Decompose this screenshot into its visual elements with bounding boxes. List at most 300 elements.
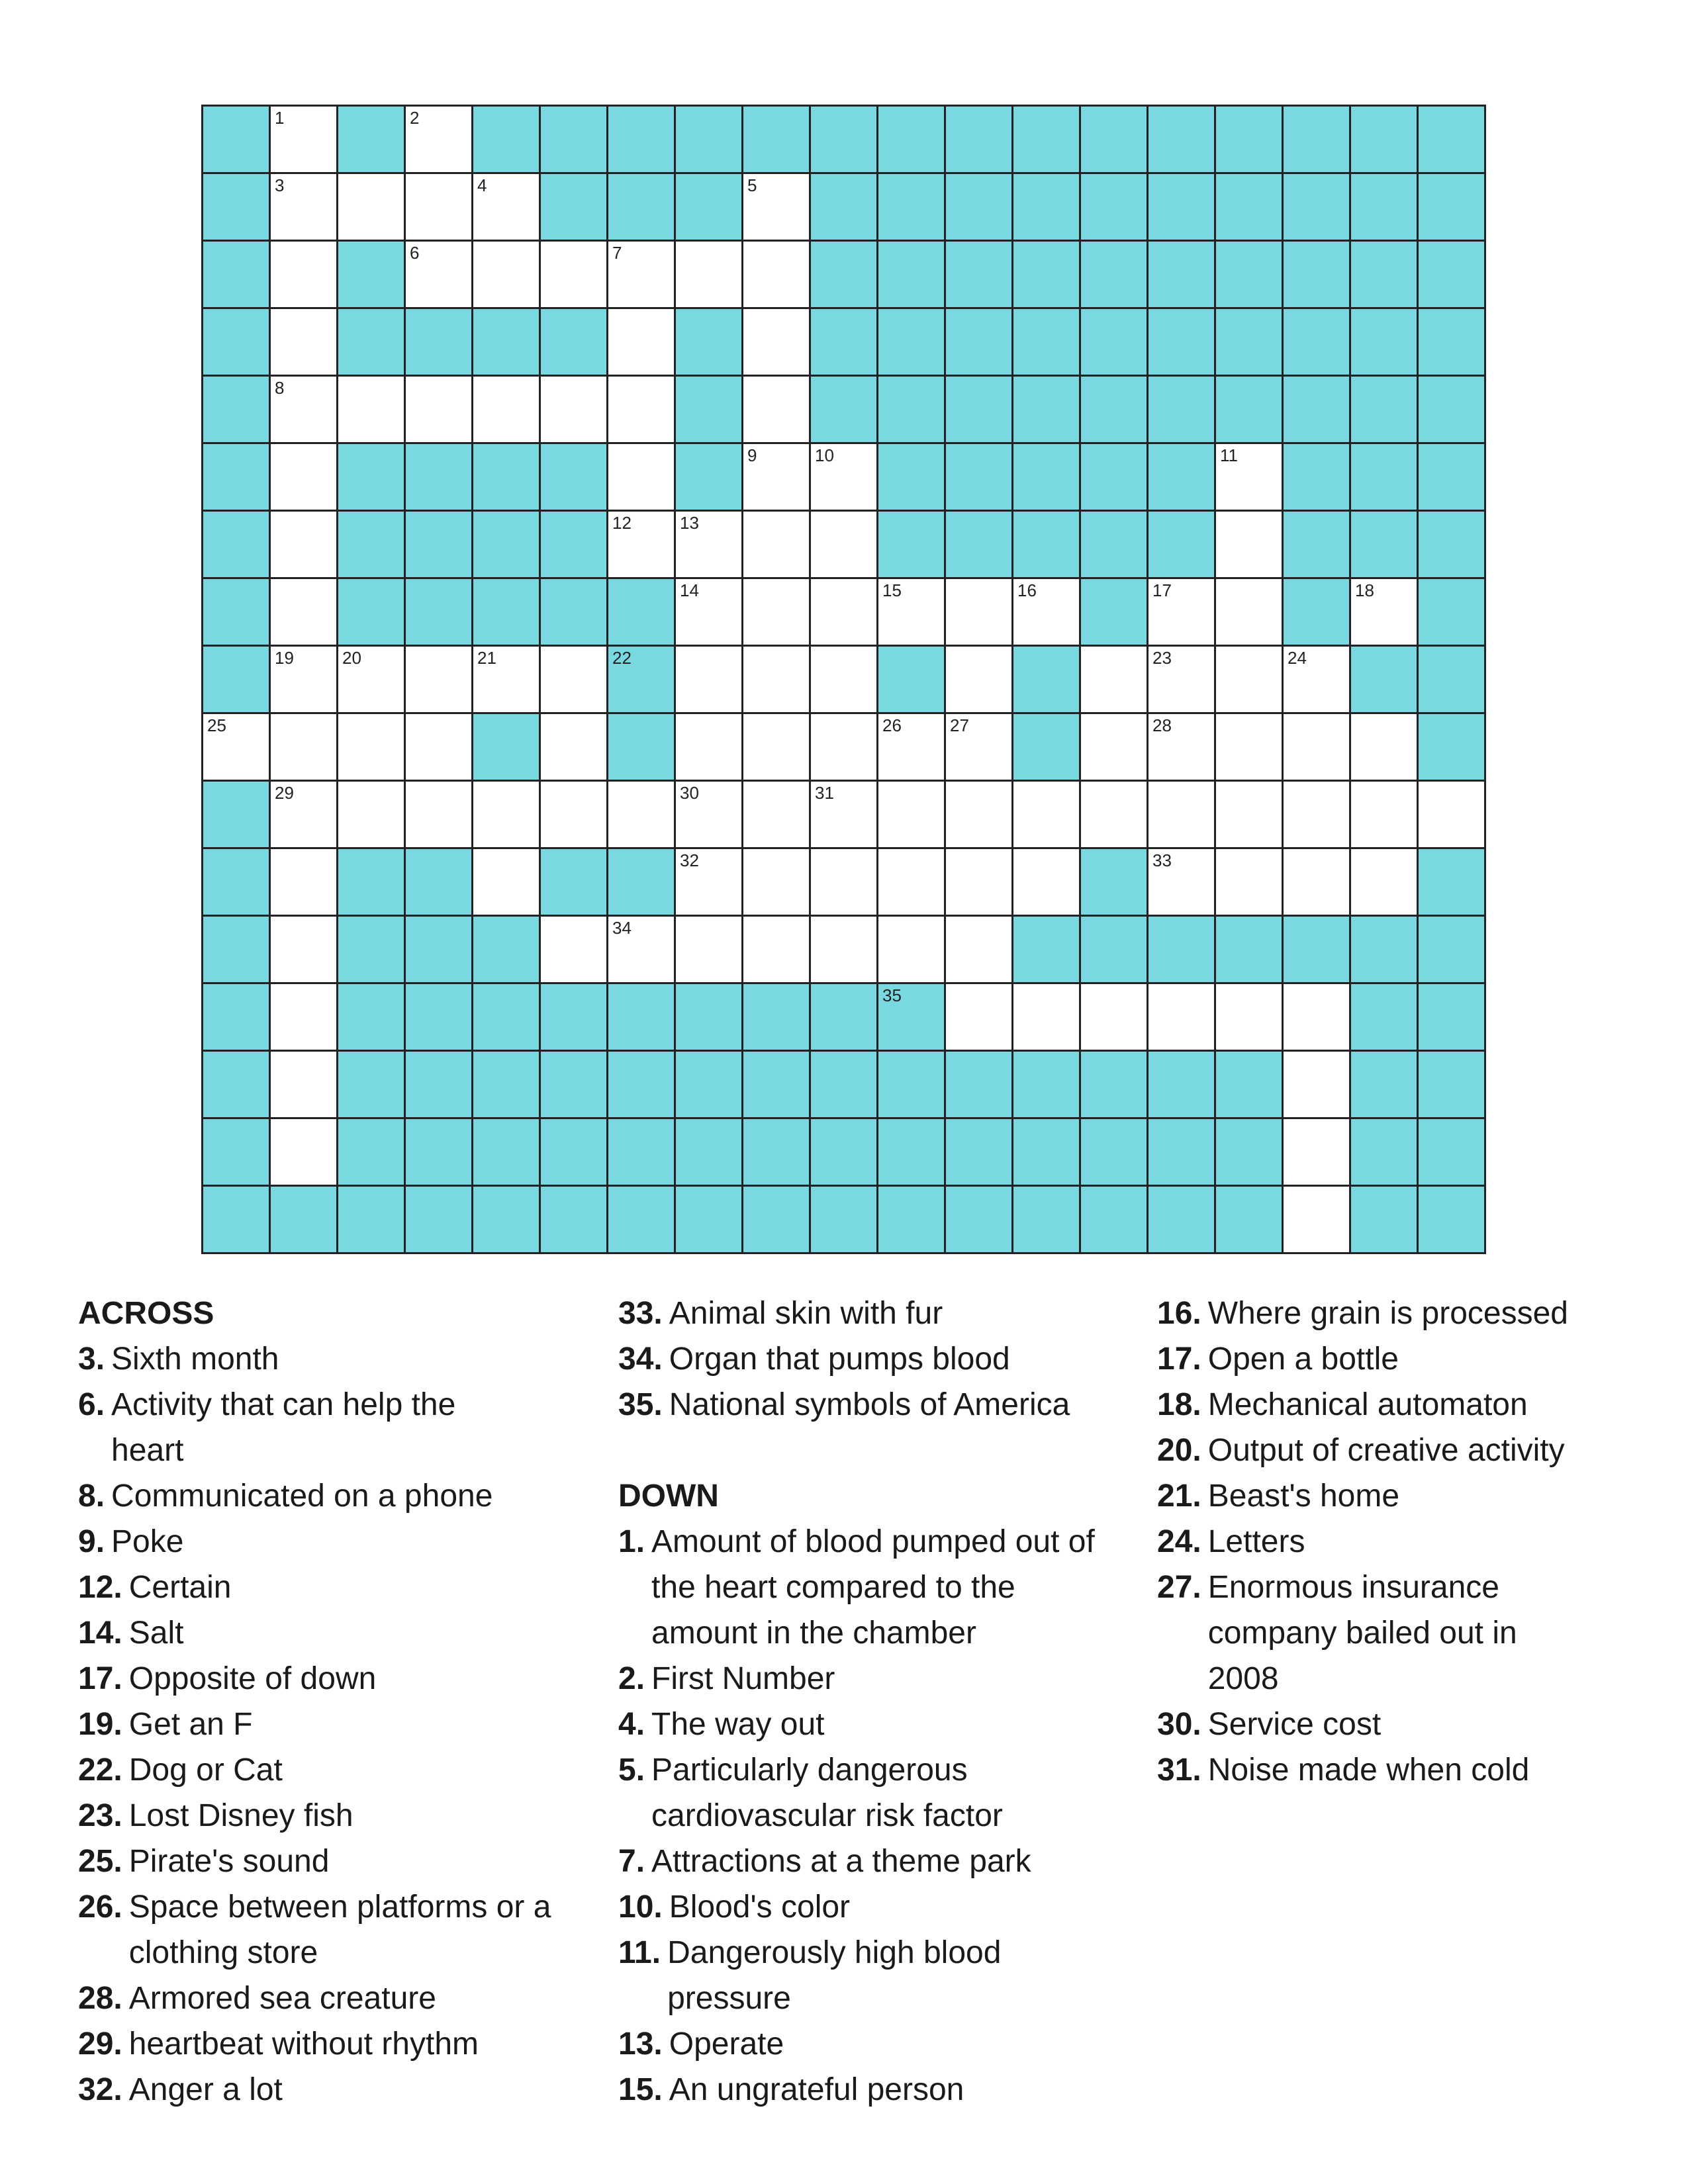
grid-cell-block xyxy=(1216,309,1284,377)
grid-cell-open[interactable] xyxy=(946,714,1013,782)
grid-cell-open[interactable] xyxy=(271,377,338,444)
grid-cell-block xyxy=(878,377,946,444)
grid-cell-block xyxy=(1284,579,1351,647)
grid-cell-block xyxy=(541,984,608,1052)
grid-cell-open[interactable] xyxy=(811,444,878,512)
clue-across-34 xyxy=(618,1336,1135,1382)
clue-number: 25. xyxy=(78,1844,122,1879)
grid-cell-block xyxy=(676,377,743,444)
grid-cell-block xyxy=(203,377,271,444)
grid-cell-block xyxy=(1149,1187,1216,1254)
grid-cell-open[interactable] xyxy=(1216,714,1284,782)
grid-cell-open[interactable] xyxy=(406,242,473,309)
grid-cell-block xyxy=(1284,917,1351,984)
cell-number: 23 xyxy=(1152,648,1172,668)
grid-cell-block xyxy=(1216,1187,1284,1254)
grid-cell-block xyxy=(743,107,811,174)
grid-cell-block xyxy=(608,1119,676,1187)
clue-number: 24. xyxy=(1157,1524,1201,1559)
grid-cell-open[interactable] xyxy=(608,377,676,444)
grid-cell-open[interactable] xyxy=(1284,1119,1351,1187)
clue-number: 28. xyxy=(78,1981,122,2016)
clue-across-35 xyxy=(618,1382,1135,1428)
cell-number: 13 xyxy=(680,513,699,533)
grid-cell-block xyxy=(1216,1052,1284,1119)
clue-number: 2. xyxy=(618,1661,645,1696)
grid-cell-block xyxy=(338,512,406,579)
grid-cell-open[interactable] xyxy=(743,174,811,242)
grid-cell-open[interactable] xyxy=(1081,984,1149,1052)
grid-cell-block xyxy=(1419,309,1486,377)
clue-number: 16. xyxy=(1157,1296,1201,1331)
grid-cell-open[interactable] xyxy=(1149,579,1216,647)
grid-cell-open[interactable] xyxy=(406,377,473,444)
grid-cell-block xyxy=(676,1119,743,1187)
grid-cell-open[interactable] xyxy=(271,984,338,1052)
clue-number: 1. xyxy=(618,1524,645,1559)
grid-cell-block xyxy=(743,1119,811,1187)
grid-cell-open[interactable] xyxy=(338,377,406,444)
clue-down-4 xyxy=(618,1702,1135,1747)
grid-cell-block xyxy=(1013,1187,1081,1254)
grid-cell-open[interactable] xyxy=(406,647,473,714)
clue-number: 8. xyxy=(78,1479,105,1514)
clue-text: The way out xyxy=(651,1707,825,1742)
grid-cell-block xyxy=(878,647,946,714)
grid-cell-block xyxy=(608,1187,676,1254)
across-heading: ACROSS xyxy=(78,1296,214,1331)
grid-cell-open[interactable] xyxy=(271,512,338,579)
grid-cell-block xyxy=(743,1052,811,1119)
cell-number: 25 xyxy=(207,715,226,735)
grid-cell-open[interactable] xyxy=(743,714,811,782)
clue-number: 9. xyxy=(78,1524,105,1559)
grid-cell-block xyxy=(338,579,406,647)
grid-cell-open[interactable] xyxy=(608,309,676,377)
grid-cell-open[interactable] xyxy=(676,242,743,309)
grid-cell-block xyxy=(946,444,1013,512)
grid-cell-block xyxy=(473,444,541,512)
grid-cell-block xyxy=(473,714,541,782)
clue-number: 20. xyxy=(1157,1433,1201,1468)
grid-cell-block xyxy=(203,579,271,647)
grid-cell-block xyxy=(406,984,473,1052)
grid-cell-open[interactable] xyxy=(473,377,541,444)
grid-cell-block xyxy=(338,444,406,512)
grid-cell-open[interactable] xyxy=(946,849,1013,917)
grid-cell-block xyxy=(473,579,541,647)
clue-text: Armored sea creature xyxy=(128,1981,436,2016)
grid-cell-open[interactable] xyxy=(676,512,743,579)
grid-cell-block xyxy=(1149,377,1216,444)
grid-cell-open[interactable] xyxy=(203,714,271,782)
grid-cell-block xyxy=(1419,107,1486,174)
clue-text: Pirate's sound xyxy=(128,1844,330,1879)
grid-cell-open[interactable] xyxy=(743,309,811,377)
grid-cell-block xyxy=(203,242,271,309)
grid-cell-block xyxy=(608,714,676,782)
grid-cell-block xyxy=(338,1119,406,1187)
grid-cell-block xyxy=(473,1052,541,1119)
clue-text: Enormous insurance company bailed out in 2008 xyxy=(1207,1570,1517,1696)
grid-cell-block xyxy=(878,1052,946,1119)
cell-number: 22 xyxy=(612,648,632,668)
grid-cell-open[interactable] xyxy=(271,579,338,647)
clue-number: 32. xyxy=(78,2072,122,2107)
grid-cell-open[interactable] xyxy=(541,647,608,714)
grid-cell-open[interactable] xyxy=(743,512,811,579)
clue-text: Mechanical automaton xyxy=(1207,1387,1528,1422)
clue-across-26 xyxy=(78,1884,581,1976)
grid-cell-open[interactable] xyxy=(271,849,338,917)
grid-cell-open[interactable] xyxy=(338,647,406,714)
grid-cell-open[interactable] xyxy=(811,917,878,984)
grid-cell-block xyxy=(878,174,946,242)
grid-cell-block xyxy=(1351,1119,1419,1187)
grid-cell-open[interactable] xyxy=(743,242,811,309)
clue-text: Opposite of down xyxy=(128,1661,377,1696)
grid-cell-open[interactable] xyxy=(541,782,608,849)
grid-cell-block xyxy=(1284,242,1351,309)
clue-down-13 xyxy=(618,2021,1135,2067)
cell-number: 8 xyxy=(275,378,285,398)
clue-number: 7. xyxy=(618,1844,645,1879)
grid-cell-open[interactable] xyxy=(811,512,878,579)
grid-cell-open[interactable] xyxy=(608,242,676,309)
clue-text: Salt xyxy=(128,1615,184,1651)
cell-number: 32 xyxy=(680,850,699,870)
clue-column-2 xyxy=(618,1291,1135,2113)
grid-cell-open[interactable] xyxy=(878,579,946,647)
grid-cell-open[interactable] xyxy=(676,782,743,849)
grid-cell-open[interactable] xyxy=(676,579,743,647)
grid-cell-block xyxy=(1419,444,1486,512)
grid-cell-open[interactable] xyxy=(946,782,1013,849)
clue-across-6 xyxy=(78,1382,502,1473)
grid-cell-block xyxy=(946,309,1013,377)
grid-cell-block xyxy=(1216,107,1284,174)
grid-cell-open[interactable] xyxy=(1351,849,1419,917)
grid-cell-open[interactable] xyxy=(811,647,878,714)
grid-cell-block xyxy=(811,107,878,174)
grid-cell-block xyxy=(1351,242,1419,309)
clue-across-29 xyxy=(78,2021,594,2067)
grid-cell-open[interactable] xyxy=(608,782,676,849)
grid-cell-block xyxy=(541,512,608,579)
grid-cell-block xyxy=(473,984,541,1052)
grid-cell-open[interactable] xyxy=(1351,579,1419,647)
grid-cell-open[interactable] xyxy=(608,917,676,984)
grid-cell-open[interactable] xyxy=(271,107,338,174)
grid-cell-block xyxy=(541,174,608,242)
grid-cell-open[interactable] xyxy=(1149,647,1216,714)
grid-cell-open[interactable] xyxy=(608,512,676,579)
cell-number: 27 xyxy=(950,715,969,735)
grid-cell-block xyxy=(608,1052,676,1119)
cell-number: 31 xyxy=(815,783,834,803)
grid-cell-open[interactable] xyxy=(1284,714,1351,782)
grid-cell-block xyxy=(1419,377,1486,444)
grid-cell-open[interactable] xyxy=(271,309,338,377)
grid-cell-open[interactable] xyxy=(743,579,811,647)
grid-cell-block xyxy=(541,1187,608,1254)
grid-cell-open[interactable] xyxy=(1013,579,1081,647)
grid-cell-block xyxy=(1013,444,1081,512)
grid-cell-open[interactable] xyxy=(1081,782,1149,849)
grid-cell-block xyxy=(1081,579,1149,647)
clue-number: 29. xyxy=(78,2026,122,2062)
grid-cell-open[interactable] xyxy=(811,782,878,849)
grid-cell-block xyxy=(338,917,406,984)
grid-cell-open[interactable] xyxy=(271,242,338,309)
grid-cell-block xyxy=(338,849,406,917)
grid-cell-block xyxy=(203,444,271,512)
clue-down-1 xyxy=(618,1519,1121,1656)
grid-cell-open[interactable] xyxy=(1013,849,1081,917)
grid-cell-open[interactable] xyxy=(338,714,406,782)
grid-cell-open[interactable] xyxy=(743,377,811,444)
grid-cell-open[interactable] xyxy=(271,444,338,512)
grid-cell-block xyxy=(1284,377,1351,444)
grid-cell-block xyxy=(1149,1119,1216,1187)
clue-text: Amount of blood pumped out of the heart compared to the amount in the chamber xyxy=(651,1524,1095,1651)
grid-cell-block xyxy=(676,1187,743,1254)
clue-down-7 xyxy=(618,1839,1135,1884)
clue-number: 23. xyxy=(78,1798,122,1833)
grid-cell-block xyxy=(1284,174,1351,242)
grid-cell-open[interactable] xyxy=(1284,984,1351,1052)
grid-cell-open[interactable] xyxy=(473,782,541,849)
grid-cell-open[interactable] xyxy=(473,174,541,242)
grid-cell-open[interactable] xyxy=(946,647,1013,714)
grid-cell-block xyxy=(1351,917,1419,984)
grid-cell-open[interactable] xyxy=(1149,984,1216,1052)
grid-cell-block xyxy=(1013,917,1081,984)
grid-cell-open[interactable] xyxy=(541,377,608,444)
grid-cell-block xyxy=(1081,444,1149,512)
grid-cell-open[interactable] xyxy=(743,917,811,984)
grid-cell-open[interactable] xyxy=(676,714,743,782)
grid-cell-block xyxy=(878,1187,946,1254)
grid-cell-open[interactable] xyxy=(1013,782,1081,849)
grid-cell-open[interactable] xyxy=(878,849,946,917)
grid-cell-open[interactable] xyxy=(406,107,473,174)
grid-cell-block xyxy=(1081,309,1149,377)
grid-cell-block xyxy=(1216,242,1284,309)
grid-cell-open[interactable] xyxy=(1149,714,1216,782)
grid-cell-block xyxy=(1419,512,1486,579)
grid-cell-block xyxy=(811,984,878,1052)
grid-cell-open[interactable] xyxy=(676,917,743,984)
grid-cell-open[interactable] xyxy=(1216,782,1284,849)
grid-cell-block xyxy=(1351,1052,1419,1119)
clue-down-27 xyxy=(1157,1565,1581,1702)
grid-cell-open[interactable] xyxy=(271,917,338,984)
grid-cell-open[interactable] xyxy=(743,444,811,512)
grid-cell-block xyxy=(203,107,271,174)
grid-cell-block xyxy=(1081,174,1149,242)
grid-cell-open[interactable] xyxy=(1216,579,1284,647)
clue-text: Service cost xyxy=(1207,1707,1382,1742)
grid-cell-open[interactable] xyxy=(271,647,338,714)
grid-cell-block xyxy=(1419,917,1486,984)
clue-down-31 xyxy=(1157,1747,1673,1793)
grid-cell-block xyxy=(1351,512,1419,579)
grid-cell-open[interactable] xyxy=(1149,782,1216,849)
clue-text: National symbols of America xyxy=(669,1387,1070,1422)
grid-cell-block xyxy=(541,849,608,917)
grid-cell-block xyxy=(1419,647,1486,714)
grid-cell-open[interactable] xyxy=(541,714,608,782)
grid-cell-block xyxy=(203,1187,271,1254)
clue-text: An ungrateful person xyxy=(669,2072,964,2107)
clue-number: 10. xyxy=(618,1889,663,1925)
grid-cell-open[interactable] xyxy=(271,1119,338,1187)
grid-cell-block xyxy=(878,1119,946,1187)
grid-cell-open[interactable] xyxy=(541,917,608,984)
grid-cell-open[interactable] xyxy=(271,782,338,849)
grid-cell-open[interactable] xyxy=(338,782,406,849)
grid-cell-open[interactable] xyxy=(406,714,473,782)
clue-across-8 xyxy=(78,1473,594,1519)
clue-text: Dangerously high blood pressure xyxy=(667,1935,1002,2016)
grid-cell-open[interactable] xyxy=(946,917,1013,984)
grid-cell-block xyxy=(676,1052,743,1119)
grid-cell-open[interactable] xyxy=(743,782,811,849)
grid-cell-open[interactable] xyxy=(271,174,338,242)
grid-cell-block xyxy=(1149,1052,1216,1119)
clue-number: 17. xyxy=(1157,1342,1201,1377)
grid-cell-block xyxy=(1013,647,1081,714)
grid-cell-block xyxy=(946,1187,1013,1254)
grid-cell-block xyxy=(1081,107,1149,174)
grid-cell-open[interactable] xyxy=(473,647,541,714)
grid-cell-open[interactable] xyxy=(1081,647,1149,714)
grid-cell-open[interactable] xyxy=(1013,984,1081,1052)
grid-cell-block xyxy=(878,984,946,1052)
grid-cell-open[interactable] xyxy=(878,782,946,849)
grid-cell-open[interactable] xyxy=(271,714,338,782)
grid-cell-open[interactable] xyxy=(406,782,473,849)
clue-across-23 xyxy=(78,1793,594,1839)
grid-cell-block xyxy=(811,1119,878,1187)
grid-cell-open[interactable] xyxy=(1216,647,1284,714)
grid-cell-block xyxy=(1216,377,1284,444)
grid-cell-open[interactable] xyxy=(946,984,1013,1052)
grid-cell-open[interactable] xyxy=(1081,714,1149,782)
grid-cell-block xyxy=(1081,849,1149,917)
grid-cell-block xyxy=(1216,174,1284,242)
clue-down-30 xyxy=(1157,1702,1673,1747)
grid-cell-block xyxy=(1419,174,1486,242)
grid-cell-block xyxy=(1013,512,1081,579)
grid-cell-block xyxy=(811,309,878,377)
grid-cell-block xyxy=(1013,309,1081,377)
grid-cell-open[interactable] xyxy=(473,242,541,309)
grid-cell-block xyxy=(203,512,271,579)
grid-cell-block xyxy=(811,1052,878,1119)
grid-cell-open[interactable] xyxy=(1284,1187,1351,1254)
clue-text: Space between platforms or a clothing store xyxy=(128,1889,551,1970)
grid-cell-block xyxy=(473,1187,541,1254)
clue-across-22 xyxy=(78,1747,594,1793)
grid-cell-open[interactable] xyxy=(1284,1052,1351,1119)
clue-down-21 xyxy=(1157,1473,1673,1519)
clue-down-5 xyxy=(618,1747,1068,1839)
grid-cell-open[interactable] xyxy=(1284,849,1351,917)
grid-cell-block xyxy=(203,849,271,917)
grid-cell-block xyxy=(203,917,271,984)
clue-number: 5. xyxy=(618,1752,645,1788)
grid-cell-block xyxy=(1216,1119,1284,1187)
clue-column-3 xyxy=(1157,1291,1673,1793)
grid-cell-block xyxy=(1284,512,1351,579)
grid-cell-open[interactable] xyxy=(676,647,743,714)
grid-cell-open[interactable] xyxy=(608,444,676,512)
grid-cell-block xyxy=(1013,377,1081,444)
grid-cell-open[interactable] xyxy=(946,579,1013,647)
cell-number: 9 xyxy=(747,445,757,465)
grid-cell-open[interactable] xyxy=(1351,782,1419,849)
grid-cell-block xyxy=(878,242,946,309)
grid-cell-block xyxy=(541,1052,608,1119)
grid-cell-block xyxy=(1216,917,1284,984)
clue-text: Activity that can help the heart xyxy=(111,1387,456,1468)
grid-cell-open[interactable] xyxy=(1216,849,1284,917)
grid-cell-block xyxy=(1149,917,1216,984)
grid-cell-open[interactable] xyxy=(878,714,946,782)
grid-cell-block xyxy=(1419,1187,1486,1254)
grid-cell-open[interactable] xyxy=(338,174,406,242)
grid-cell-open[interactable] xyxy=(1216,512,1284,579)
grid-cell-block xyxy=(473,107,541,174)
grid-cell-open[interactable] xyxy=(743,647,811,714)
grid-cell-open[interactable] xyxy=(878,917,946,984)
grid-cell-block xyxy=(1149,174,1216,242)
grid-cell-block xyxy=(203,984,271,1052)
grid-cell-open[interactable] xyxy=(1284,647,1351,714)
grid-cell-open[interactable] xyxy=(473,849,541,917)
grid-cell-open[interactable] xyxy=(811,579,878,647)
grid-cell-block xyxy=(676,174,743,242)
grid-cell-block xyxy=(946,512,1013,579)
grid-cell-open[interactable] xyxy=(1419,782,1486,849)
grid-cell-open[interactable] xyxy=(1149,849,1216,917)
clue-text: Dog or Cat xyxy=(128,1752,283,1788)
clue-number: 4. xyxy=(618,1707,645,1742)
clue-text: Where grain is processed xyxy=(1207,1296,1568,1331)
grid-cell-open[interactable] xyxy=(743,849,811,917)
grid-cell-open[interactable] xyxy=(1216,984,1284,1052)
grid-cell-open[interactable] xyxy=(811,714,878,782)
grid-cell-open[interactable] xyxy=(1216,444,1284,512)
down-heading: DOWN xyxy=(618,1479,719,1514)
grid-cell-block xyxy=(406,512,473,579)
grid-cell-open[interactable] xyxy=(1284,782,1351,849)
cell-number: 35 xyxy=(882,985,902,1005)
grid-cell-open[interactable] xyxy=(676,849,743,917)
grid-cell-open[interactable] xyxy=(271,1052,338,1119)
grid-cell-open[interactable] xyxy=(1351,714,1419,782)
grid-cell-open[interactable] xyxy=(541,242,608,309)
grid-cell-block xyxy=(1419,714,1486,782)
grid-cell-block xyxy=(338,1187,406,1254)
cell-number: 34 xyxy=(612,918,632,938)
grid-cell-open[interactable] xyxy=(811,849,878,917)
grid-cell-block xyxy=(811,174,878,242)
grid-cell-open[interactable] xyxy=(406,174,473,242)
clue-text: Attractions at a theme park xyxy=(651,1844,1031,1879)
